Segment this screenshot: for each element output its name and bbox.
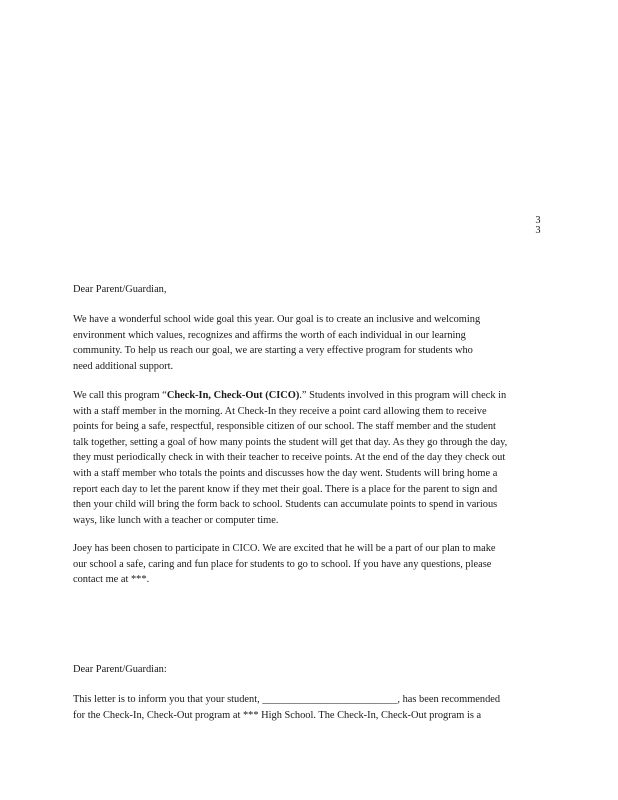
paragraph-line: need additional support. xyxy=(73,360,174,372)
paragraph-line: points for being a safe, respectful, responsible citizen of our school. The staff member and the student xyxy=(73,421,496,433)
paragraph-line: with a staff member who totals the points and discusses how the day went. Students will bring home a xyxy=(73,467,498,479)
paragraph-line: This letter is to inform you that your student, __________________________, has been recommended xyxy=(73,694,501,705)
paragraph-line: contact me at ***. xyxy=(73,574,150,586)
letter-1-paragraph-2 xyxy=(73,388,523,528)
paragraph-line: then your child will bring the form back to school. Students can accumulate points to spend in various xyxy=(73,499,498,511)
paragraph-line: community. To help us reach our goal, we are starting a very effective program for students who xyxy=(73,345,473,357)
paragraph-line: with a staff member in the morning. At Check-In they receive a point card allowing them to receive xyxy=(73,405,487,417)
paragraph-line xyxy=(73,388,523,404)
paragraph-line: Joey has been chosen to participate in CICO. We are excited that he will be a part of our plan to make xyxy=(73,543,496,554)
paragraph-line: talk together, setting a goal of how many points the student will get that day. As they go through the day, xyxy=(73,436,508,448)
paragraph-text: .” Students involved in this program will check in xyxy=(299,390,507,401)
paragraph-line: our school a safe, caring and fun place for students to go to school. If you have any questions, please xyxy=(73,558,492,570)
program-name: Check-In, Check-Out (CICO) xyxy=(166,390,300,401)
letter-1-salutation: Dear Parent/Guardian, xyxy=(73,284,167,295)
paragraph-line: for the Check-In, Check-Out program at *** High School. The Check-In, Check-Out program is a xyxy=(73,709,482,721)
letter-2-paragraph-1 xyxy=(73,692,523,723)
letter-1-paragraph-1 xyxy=(73,312,523,374)
letter-2-salutation: Dear Parent/Guardian: xyxy=(73,664,167,675)
paragraph-line: they must periodically check in with their teacher to receive points. At the end of the day they check out xyxy=(73,452,506,464)
paragraph-line: ways, like lunch with a teacher or computer time. xyxy=(73,514,279,526)
page-number xyxy=(533,216,543,236)
paragraph-line: environment which values, recognizes and affirms the worth of each individual in our learning xyxy=(73,329,466,341)
paragraph-line: report each day to let the parent know if they met their goal. There is a place for the parent to sign and xyxy=(73,483,498,495)
letter-1-paragraph-3 xyxy=(73,541,523,588)
page-number-line-2: 3 xyxy=(535,225,541,236)
paragraph-text: We call this program “ xyxy=(73,390,167,401)
paragraph-line: We have a wonderful school wide goal this year. Our goal is to create an inclusive and welcoming xyxy=(73,314,481,325)
page-number-line-1: 3 xyxy=(535,215,541,226)
